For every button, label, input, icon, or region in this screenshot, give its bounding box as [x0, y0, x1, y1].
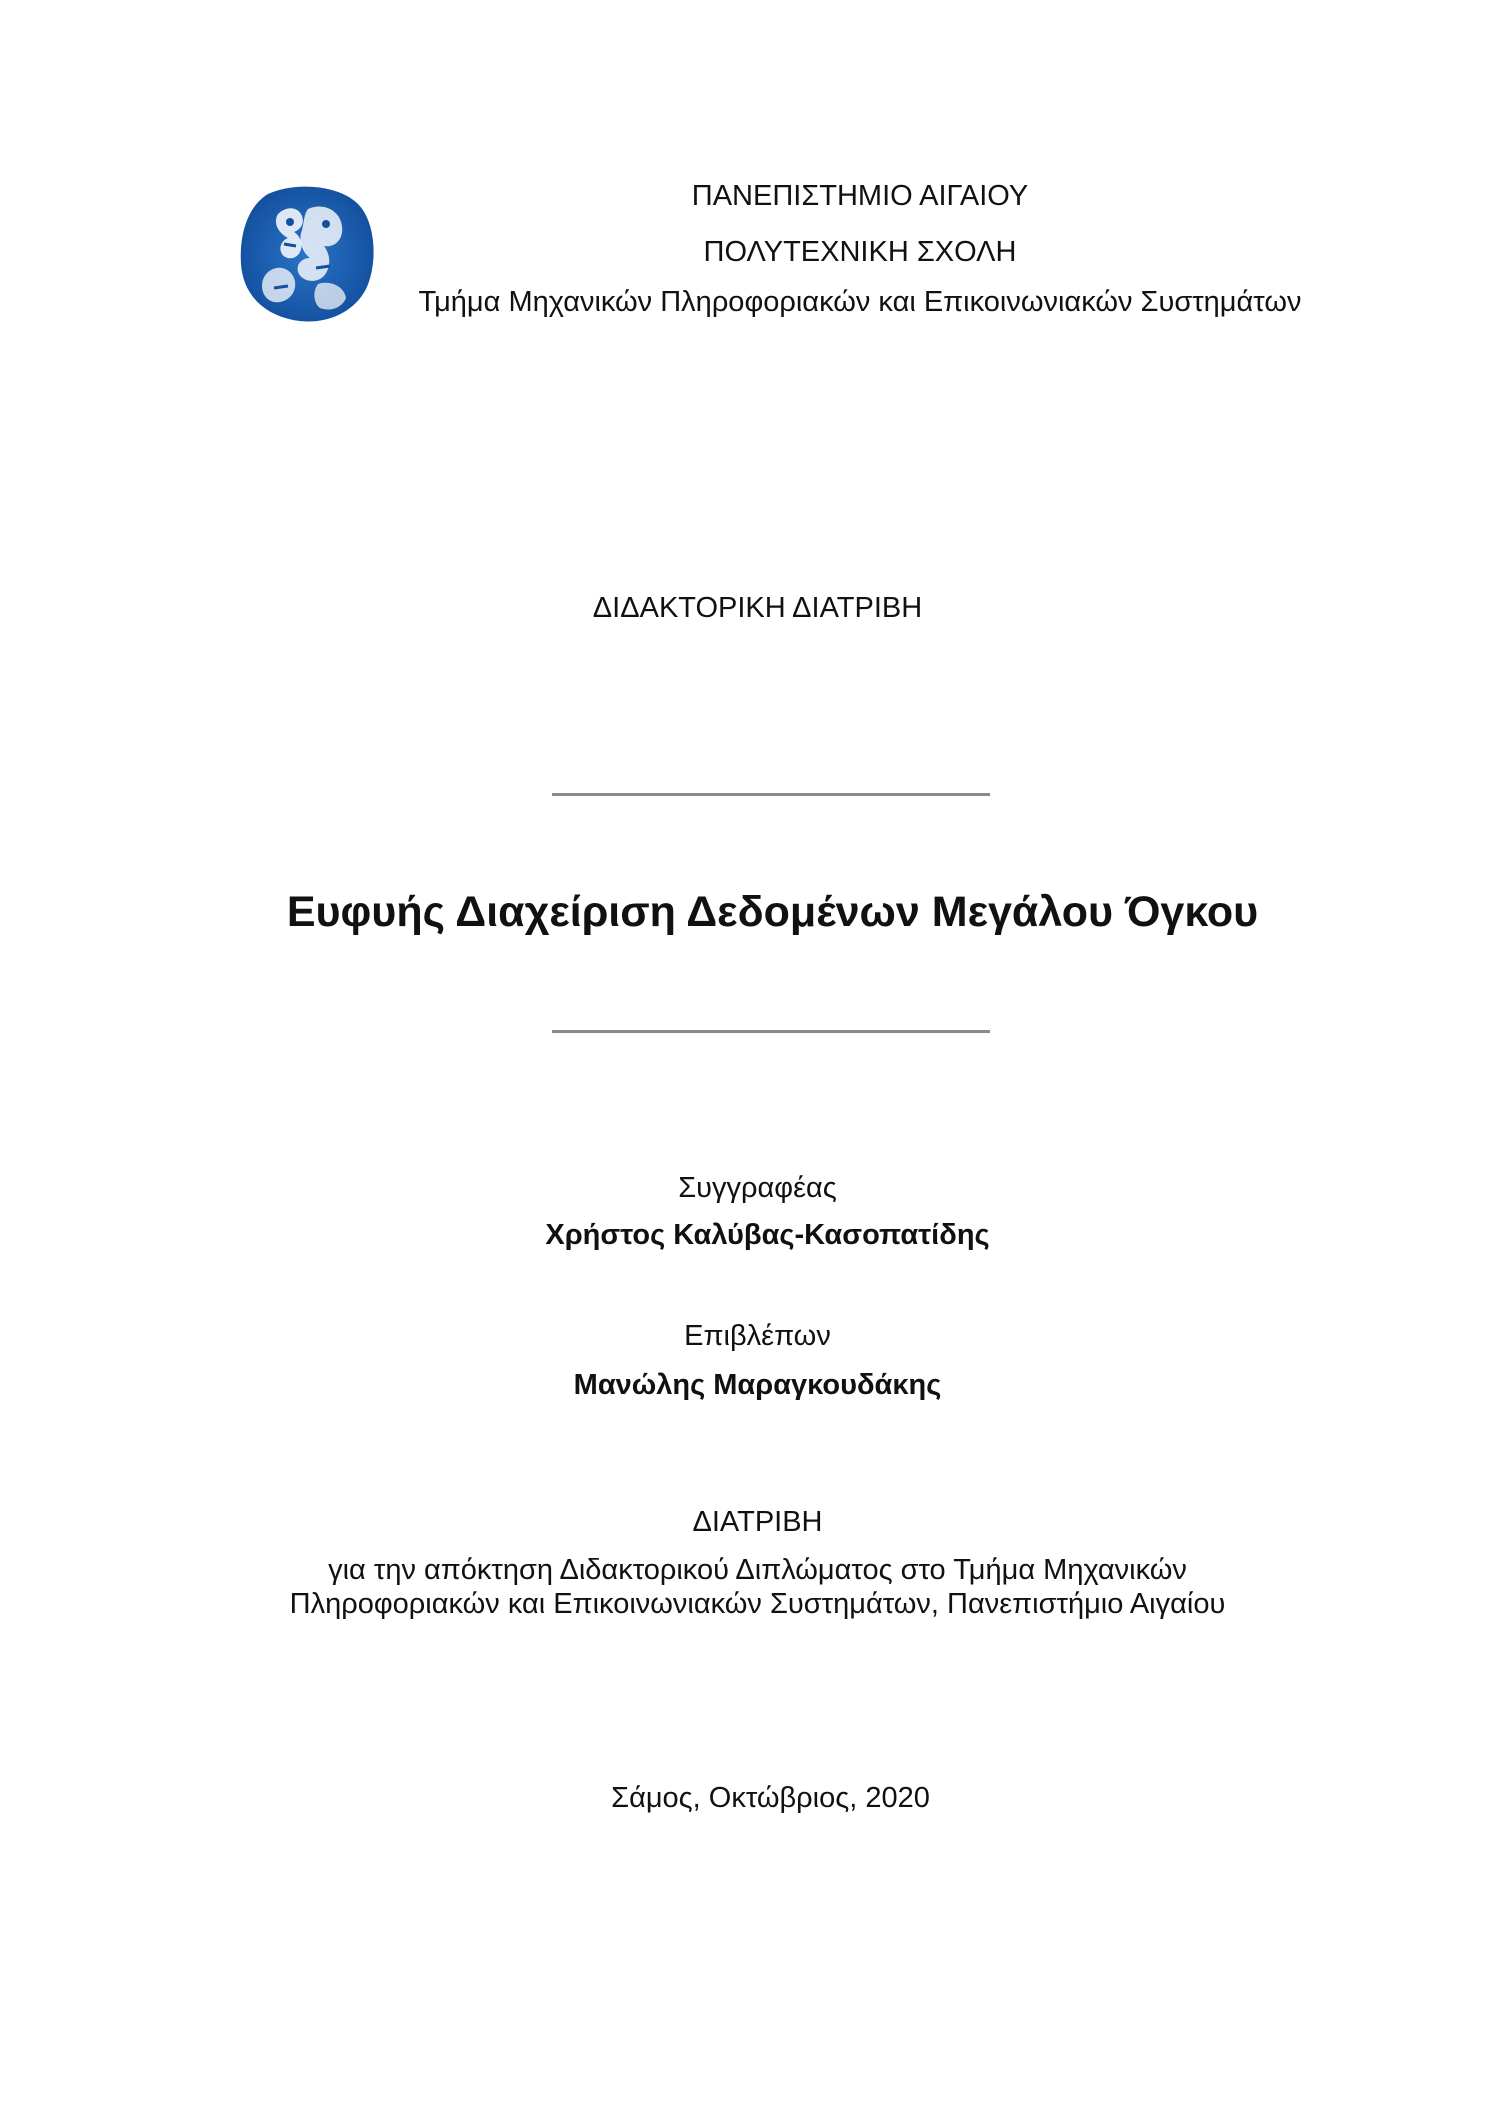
thesis-purpose-line2: Πληροφοριακών και Επικοινωνιακών Συστημάτων, Πανεπιστήμιο Αιγαίου [289, 1588, 1226, 1620]
author-name: Χρήστος Καλύβας-Κασοπατίδης [545, 1219, 990, 1251]
thesis-label: ΔΙΑΤΡΙΒΗ [692, 1506, 823, 1538]
university-logo [238, 184, 376, 324]
document-type: ΔΙΔΑΚΤΟΡΙΚΗ ΔΙΑΤΡΙΒΗ [592, 592, 923, 624]
school-name: ΠΟΛΥΤΕΧΝΙΚΗ ΣΧΟΛΗ [703, 236, 1017, 268]
thesis-purpose-line1: για την απόκτηση Διδακτορικού Διπλώματος στο Τμήμα Μηχανικών [328, 1554, 1187, 1586]
supervisor-name: Μανώλης Μαραγκουδάκης [573, 1369, 942, 1401]
author-label: Συγγραφέας [678, 1172, 837, 1204]
thesis-title: Ευφυής Διαχείριση Δεδομένων Μεγάλου Όγκου [286, 888, 1259, 936]
supervisor-label: Επιβλέπων [684, 1320, 831, 1352]
top-divider [552, 793, 990, 796]
university-name: ΠΑΝΕΠΙΣΤΗΜΙΟ ΑΙΓΑΙΟΥ [691, 180, 1029, 212]
place-date: Σάμος, Οκτώβριος, 2020 [611, 1782, 930, 1814]
department-name: Τμήμα Μηχανικών Πληροφοριακών και Επικοινωνιακών Συστημάτων [418, 286, 1302, 318]
bottom-divider [552, 1030, 990, 1033]
